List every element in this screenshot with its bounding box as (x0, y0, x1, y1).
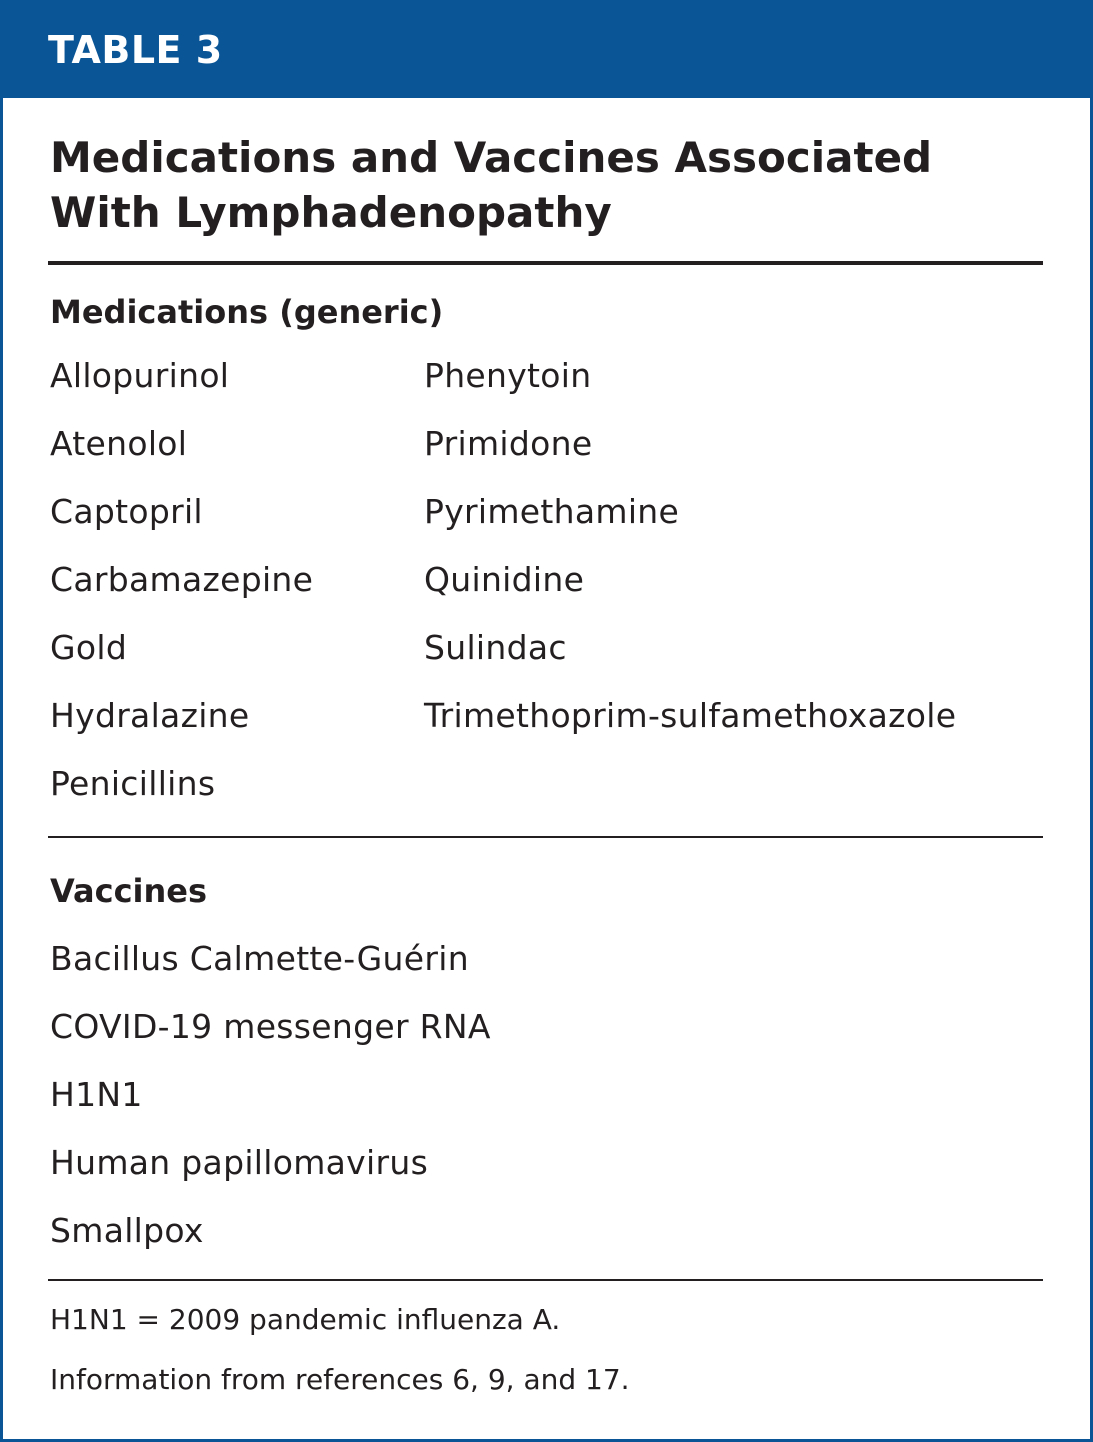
footnote-abbreviation: H1N1 = 2009 pandemic influenza A. (50, 1303, 561, 1336)
list-item: Penicillins (50, 764, 216, 803)
medications-heading: Medications (generic) (50, 293, 444, 331)
list-item: Smallpox (50, 1211, 204, 1250)
list-item: Gold (50, 628, 128, 667)
footnote-divider (48, 1279, 1043, 1281)
list-item: Quinidine (424, 560, 585, 599)
list-item: Captopril (50, 492, 203, 531)
list-item: Trimethoprim-sulfamethoxazole (424, 696, 957, 735)
table-number: TABLE 3 (48, 28, 223, 72)
table-header-bar (0, 0, 1093, 98)
list-item: Atenolol (50, 424, 188, 463)
list-item: H1N1 (50, 1075, 143, 1114)
list-item: Bacillus Calmette-Guérin (50, 939, 469, 978)
table-title: Medications and Vaccines Associated With Lymphadenopathy (50, 133, 933, 237)
list-item: Pyrimethamine (424, 492, 680, 531)
list-item: Human papillomavirus (50, 1143, 429, 1182)
list-item: Carbamazepine (50, 560, 314, 599)
list-item: COVID-19 messenger RNA (50, 1007, 491, 1046)
list-item: Phenytoin (424, 356, 592, 395)
list-item: Allopurinol (50, 356, 230, 395)
list-item: Sulindac (424, 628, 567, 667)
title-divider (48, 261, 1043, 265)
list-item: Primidone (424, 424, 593, 463)
footnote-references: Information from references 6, 9, and 17. (50, 1363, 630, 1396)
vaccines-heading: Vaccines (50, 872, 208, 910)
section-divider (48, 836, 1043, 838)
list-item: Hydralazine (50, 696, 250, 735)
